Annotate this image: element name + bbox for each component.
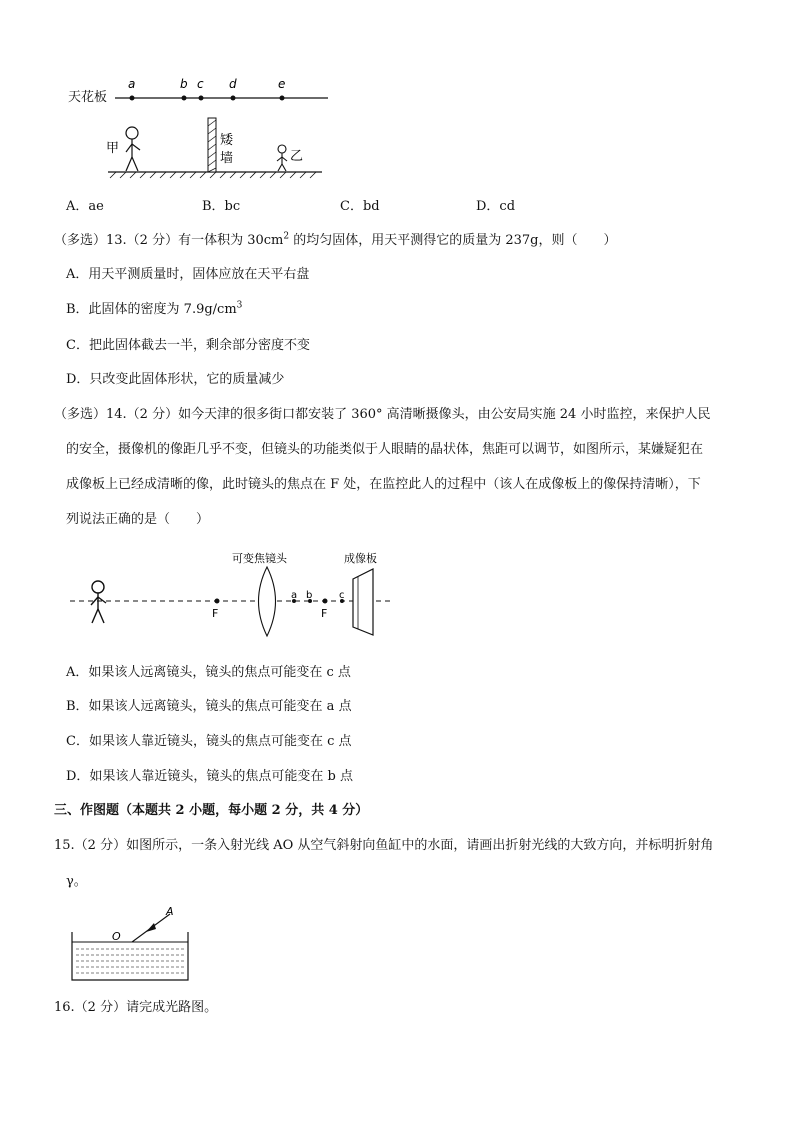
incident-ray-arrow — [146, 923, 156, 932]
f-right-label: F — [321, 607, 328, 620]
suspect-icon — [91, 581, 106, 623]
yi-label: 乙 — [290, 149, 304, 164]
jia-label: 甲 — [106, 141, 120, 156]
f-left-label: F — [212, 607, 219, 620]
variable-focus-lens — [259, 567, 276, 636]
water-dashes — [76, 949, 184, 973]
q12-option-c: C．bd — [340, 199, 380, 214]
point-a — [130, 96, 135, 101]
q12-option-a: A．ae — [66, 199, 104, 214]
q14-stem-line-1: （多选）14.（2 分）如今天津的很多街口都安装了 360° 高清晰摄像头，由公安局实施 24 小时监控，来保护人民 — [54, 407, 711, 422]
q16-stem: 16.（2 分）请完成光路图。 — [54, 1000, 218, 1015]
q14-figure — [60, 545, 400, 645]
lens-label: 可变焦镜头 — [232, 552, 287, 565]
point-a-label: A — [166, 905, 174, 918]
q14-stem-line-2: 的安全，摄像机的像距几乎不变，但镜头的功能类似于人眼睛的晶状体，焦距可以调节，如图所示，某嫌疑犯在 — [66, 442, 704, 457]
wall-label-2: 墙 — [220, 151, 234, 166]
q12-figure — [60, 70, 340, 180]
point-b — [182, 96, 187, 101]
q12-option-b: B．bc — [202, 199, 241, 214]
q13-option-d: D．只改变此固体形状，它的质量减少 — [66, 372, 285, 387]
q14-option-b: B．如果该人远离镜头，镜头的焦点可能变在 a 点 — [66, 699, 352, 714]
point-c — [199, 96, 204, 101]
q13-stem: （多选）13.（2 分）有一体积为 $30cm^2$ 的均匀固体，用天平测得它的质量为 237g，则（ ） — [54, 231, 617, 248]
label-d: d — [229, 77, 237, 91]
focal-point-left — [215, 599, 220, 604]
point-e — [280, 96, 285, 101]
q14-option-c: C．如果该人靠近镜头，镜头的焦点可能变在 c 点 — [66, 734, 352, 749]
label-c: c — [197, 77, 204, 91]
fish-tank — [72, 932, 188, 980]
q15-figure — [66, 902, 196, 984]
point-c-label: c — [339, 590, 345, 601]
point-o-label: O — [112, 930, 121, 943]
person-jia-icon — [126, 127, 140, 171]
q14-option-a: A．如果该人远离镜头，镜头的焦点可能变在 c 点 — [66, 665, 351, 680]
point-b-label: b — [306, 590, 313, 601]
q13-option-a: A．用天平测质量时，固体应放在天平右盘 — [66, 267, 310, 282]
ceiling-label: 天花板 — [68, 90, 108, 105]
point-d — [231, 96, 236, 101]
q13-option-b: B．此固体的密度为 $7.9g/cm^3$ — [66, 300, 243, 317]
label-b: b — [180, 77, 188, 91]
board-label: 成像板 — [344, 552, 377, 565]
person-yi-icon — [277, 145, 287, 171]
q13-option-c: C．把此固体截去一半，剩余部分密度不变 — [66, 338, 310, 353]
q15-stem-line-2: γ。 — [66, 874, 87, 889]
imaging-board — [353, 569, 373, 635]
q12-option-d: D．cd — [476, 199, 516, 214]
q15-stem-line-1: 15.（2 分）如图所示，一条入射光线 AO 从空气斜射向鱼缸中的水面，请画出折射光线的大致方向，并标明折射角 — [54, 838, 714, 853]
q14-stem-line-4: 列说法正确的是（ ） — [66, 512, 210, 527]
label-e: e — [278, 77, 286, 91]
q14-stem-line-3: 成像板上已经成清晰的像，此时镜头的焦点在 F 处，在监控此人的过程中（该人在成像板上的像保持清晰），下 — [66, 477, 701, 492]
ground-hatch — [110, 172, 316, 178]
point-a-label: a — [291, 590, 298, 601]
wall-label-1: 矮 — [220, 133, 234, 148]
section-3-title: 三、作图题（本题共 2 小题，每小题 2 分，共 4 分） — [54, 803, 369, 818]
label-a: a — [128, 77, 136, 91]
q14-option-d: D．如果该人靠近镜头，镜头的焦点可能变在 b 点 — [66, 769, 354, 784]
focal-point-right — [323, 599, 328, 604]
